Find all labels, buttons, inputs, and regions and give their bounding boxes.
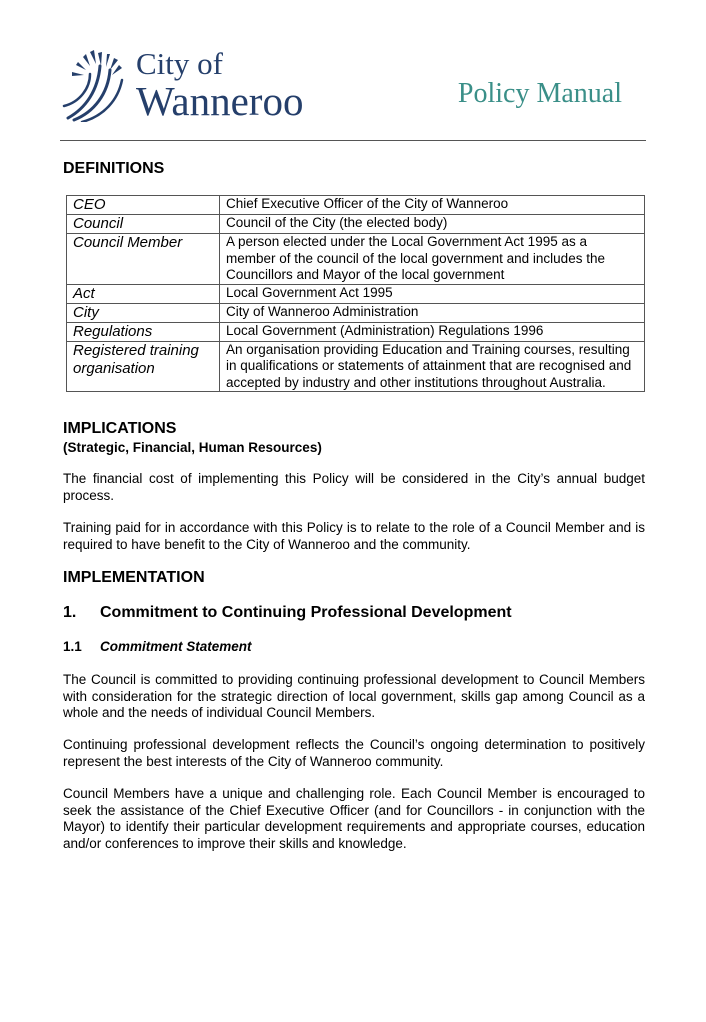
commitment-paragraph: Council Members have a unique and challenging role. Each Council Member is encouraged to seek the assistance of the Chief Executive Officer (and for Councillors - in conjunction with the Mayor) to identify their particular development requirements and appropriate courses, education and/or conferences to improve their skills and knowledge. (63, 786, 645, 851)
kangaroo-paw-logo-icon (60, 46, 132, 122)
definitions-heading: DEFINITIONS (63, 160, 165, 177)
definition-term: Act (67, 284, 220, 303)
definition-text: City of Wanneroo Administration (220, 303, 645, 322)
definition-term: CEO (67, 196, 220, 215)
definition-term: City (67, 303, 220, 322)
definition-text: An organisation providing Education and Training courses, resulting in qualifications or statements of attainment that are recognised and accepted by industry and other institutions throughout Australia. (220, 341, 645, 392)
logo-wanneroo-text: Wanneroo (136, 78, 304, 124)
table-row (67, 341, 645, 392)
commitment-paragraph: The Council is committed to providing continuing professional development to Council Members with consideration for the strategic direction of local government, skills gap among Council as a whole and the needs of individual Council Members. (63, 672, 645, 720)
definition-text: Local Government Act 1995 (220, 284, 645, 303)
section-number: 1. (63, 604, 77, 621)
definitions-table (66, 195, 645, 392)
table-row (67, 196, 645, 215)
definition-text: Local Government (Administration) Regulations 1996 (220, 322, 645, 341)
logo-city-of-text: City of (136, 46, 223, 81)
header-divider (60, 140, 646, 141)
implications-subheading: (Strategic, Financial, Human Resources) (63, 440, 322, 455)
implications-heading: IMPLICATIONS (63, 420, 177, 437)
table-row (67, 303, 645, 322)
table-row (67, 215, 645, 234)
page-header (0, 0, 706, 142)
definition-term: Regulations (67, 322, 220, 341)
city-of-wanneroo-logo (60, 46, 330, 126)
table-row (67, 322, 645, 341)
table-row (67, 234, 645, 285)
definition-term: Registered training organisation (67, 341, 220, 392)
subsection-title: Commitment Statement (100, 639, 252, 654)
policy-manual-title: Policy Manual (457, 78, 622, 109)
section-title: Commitment to Continuing Professional Development (100, 604, 512, 621)
implications-paragraph: The financial cost of implementing this Policy will be considered in the City’s annual budget process. (63, 471, 645, 503)
definition-text: Chief Executive Officer of the City of Wanneroo (220, 196, 645, 215)
commitment-paragraph: Continuing professional development reflects the Council’s ongoing determination to positively represent the best interests of the City of Wanneroo community. (63, 737, 645, 769)
definition-text: Council of the City (the elected body) (220, 215, 645, 234)
definition-term: Council Member (67, 234, 220, 285)
subsection-number: 1.1 (63, 639, 82, 654)
table-row (67, 284, 645, 303)
implications-paragraph: Training paid for in accordance with this Policy is to relate to the role of a Council Member and is required to have benefit to the City of Wanneroo and the community. (63, 520, 645, 552)
definition-term: Council (67, 215, 220, 234)
definition-text: A person elected under the Local Government Act 1995 as a member of the council of the local government and includes the Councillors and Mayor of the local government (220, 234, 645, 285)
implementation-heading: IMPLEMENTATION (63, 569, 205, 586)
